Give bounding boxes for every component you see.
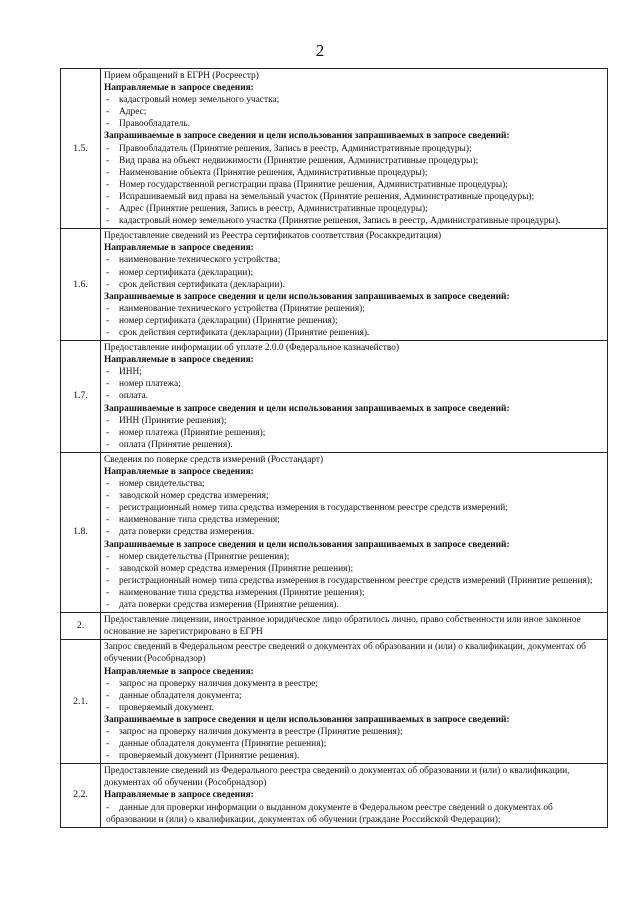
list-item — [104, 203, 605, 215]
list-item-text: Испрашиваемый вид права на земельный участок (Принятие решения, Административные процедуры); — [119, 191, 535, 202]
bullet-dash: - — [106, 726, 110, 737]
page-number: 2 — [315, 41, 325, 60]
bullet-dash: - — [106, 678, 110, 689]
list-item-text: наименование технического устройства; — [119, 255, 281, 266]
bullet-dash: - — [106, 575, 110, 586]
section-heading: Запрашиваемые в запросе сведения и цели использования запрашиваемых в запросе сведений: — [104, 539, 510, 550]
bullet-dash: - — [106, 155, 110, 166]
section-heading: Направляемые в запросе сведения: — [104, 467, 254, 477]
bullet-dash: - — [106, 739, 110, 750]
bullet-dash: - — [106, 119, 110, 130]
service-title: Предоставление лицензии, иностранное юридическое лицо обратилось лично, право собственности или иное законное основание не зарегистрировано в ЕГРН — [104, 615, 581, 638]
row-content — [101, 229, 608, 341]
list-item — [104, 738, 605, 750]
bullet-dash: - — [106, 107, 110, 118]
row-content — [101, 341, 608, 453]
bullet-dash: - — [106, 379, 110, 390]
service-title: Предоставление информации об уплате 2.0.0 (Федеральное казначейство) — [104, 343, 400, 354]
list-item-text: Номер государственной регистрации права (Принятие решения, Административные процедуры); — [119, 179, 508, 190]
list-item-text: номер свидетельства (Принятие решения); — [119, 551, 290, 562]
service-title: Предоставление сведений из Реестра сертификатов соответствия (Росаккредитация) — [104, 231, 442, 242]
list-item-text: Вид права на объект недвижимости (Принятие решения, Административные процедуры); — [119, 155, 479, 166]
list-item-text: номер платежа (Принятие решения); — [119, 427, 266, 438]
bullet-dash: - — [106, 191, 110, 202]
list-item-text: заводской номер средства измерения; — [119, 491, 269, 502]
row-number: 2.1. — [61, 640, 101, 764]
section-heading: Направляемые в запросе сведения: — [104, 790, 254, 801]
list-item — [104, 415, 605, 427]
row-number: 2.2. — [61, 764, 101, 827]
list-item-text: наименование типа средства измерения; — [119, 515, 280, 526]
list-item — [104, 267, 605, 279]
list-item — [104, 514, 605, 526]
bullet-dash: - — [106, 751, 110, 762]
list-item-text: кадастровый номер земельного участка; — [119, 95, 280, 106]
bullet-dash: - — [106, 427, 110, 438]
bullet-dash: - — [106, 143, 110, 154]
table-row — [61, 341, 608, 453]
list-item — [104, 427, 605, 439]
bullet-dash: - — [106, 802, 110, 813]
list-item — [104, 551, 605, 563]
bullet-dash: - — [106, 216, 110, 227]
bullet-dash: - — [106, 503, 110, 514]
list-item — [104, 118, 605, 130]
list-item — [104, 575, 605, 587]
list-item — [104, 279, 605, 291]
list-item — [104, 678, 605, 690]
list-item — [104, 478, 605, 490]
bullet-dash: - — [106, 515, 110, 526]
table-body — [61, 69, 608, 828]
bullet-dash: - — [106, 303, 110, 314]
list-item — [104, 750, 605, 762]
bullet-dash: - — [106, 527, 110, 538]
list-item — [104, 502, 605, 514]
bullet-dash: - — [106, 95, 110, 106]
section-heading: Запрашиваемые в запросе сведения и цели использования запрашиваемых в запросе сведений: — [104, 714, 510, 725]
bullet-dash: - — [106, 327, 110, 338]
list-item-text: Правообладатель (Принятие решения, Запись в реестр, Административные процедуры); — [119, 143, 472, 154]
list-item — [104, 690, 605, 702]
bullet-dash: - — [106, 255, 110, 266]
bullet-dash: - — [106, 267, 110, 278]
bullet-dash: - — [106, 439, 110, 450]
table-row — [61, 229, 608, 341]
bullet-dash: - — [106, 600, 110, 611]
list-item — [104, 490, 605, 502]
row-number: 1.6. — [61, 229, 101, 341]
table-row — [61, 613, 608, 640]
section-heading: Направляемые в запросе сведения: — [104, 355, 254, 366]
bullet-dash: - — [106, 479, 110, 490]
bullet-dash: - — [106, 690, 110, 701]
list-item — [104, 563, 605, 575]
list-item-text: проверяемый документ (Принятие решения). — [119, 751, 300, 762]
bullet-dash: - — [106, 491, 110, 502]
list-item — [104, 587, 605, 599]
bullet-dash: - — [106, 315, 110, 326]
list-item — [104, 315, 605, 327]
service-title: Запрос сведений в Федеральном реестре сведений о документах об образовании и (или) о квалификации, документах об обучении (Рособрнадзор) — [104, 642, 586, 665]
list-item — [104, 366, 605, 378]
row-number: 2. — [61, 613, 101, 640]
list-item — [104, 526, 605, 538]
list-item-text: номер сертификата (декларации) (Принятие решения); — [119, 315, 338, 326]
list-item-text: заводской номер средства измерения (Принятие решения); — [119, 563, 354, 574]
list-item-text: Наименование объекта (Принятие решения, Административные процедуры); — [119, 167, 428, 178]
list-item-text: данные для проверки информации о выданном документе в Федеральном реестре сведений о документах об образовании и (или) о квалификации, документах об обучении (граждане Российской Федерации); — [106, 802, 553, 825]
list-item — [104, 327, 605, 339]
table-row — [61, 640, 608, 764]
list-item-text: ИНН (Принятие решения); — [119, 415, 227, 426]
list-item-text: наименование технического устройства (Принятие решения); — [119, 303, 365, 314]
table-row — [61, 69, 608, 229]
section-heading: Направляемые в запросе сведения: — [104, 243, 254, 254]
list-item-text: данные обладателя документа (Принятие решения); — [119, 739, 327, 750]
list-item-text: срок действия сертификата (декларации) (Принятие решения). — [119, 327, 370, 338]
list-item-text: регистрационный номер типа средства измерения в государственном реестре средств измерений (Принятие решения); — [119, 575, 593, 586]
list-item-text: Адрес (Принятие решения, Запись в реестр, Административные процедуры); — [119, 204, 428, 215]
row-content — [101, 640, 608, 764]
row-number: 1.8. — [61, 452, 101, 612]
bullet-dash: - — [106, 415, 110, 426]
list-item — [104, 179, 605, 191]
table-row — [61, 764, 608, 827]
row-content — [101, 764, 608, 827]
list-item-text: срок действия сертификата (декларации). — [119, 279, 285, 290]
bullet-dash: - — [106, 204, 110, 215]
service-title: Сведения по поверке средств измерений (Росстандарт) — [104, 454, 324, 465]
list-item — [104, 143, 605, 155]
list-item-text: номер сертификата (декларации); — [119, 267, 253, 278]
bullet-dash: - — [106, 587, 110, 598]
section-heading: Запрашиваемые в запросе сведения и цели использования запрашиваемых в запросе сведений: — [104, 131, 510, 142]
list-item — [104, 390, 605, 402]
bullet-dash: - — [106, 702, 110, 713]
list-item — [104, 303, 605, 315]
service-title: Предоставление сведений из Федерального реестра сведений о документах об образовании и (или) о квалификации, документах об обучении (Рособрнадзор) — [104, 766, 570, 789]
list-item-text: номер свидетельства; — [119, 479, 205, 490]
list-item — [104, 155, 605, 167]
list-item-text: запрос на проверку наличия документа в реестре (Принятие решения); — [119, 726, 403, 737]
table-row — [61, 452, 608, 612]
service-title: Прием обращений в ЕГРН (Росреестр) — [104, 71, 259, 81]
list-item-text: Адрес; — [119, 107, 147, 118]
bullet-dash: - — [106, 167, 110, 178]
bullet-dash: - — [106, 551, 110, 562]
bullet-dash: - — [106, 391, 110, 402]
section-heading: Запрашиваемые в запросе сведения и цели использования запрашиваемых в запросе сведений: — [104, 403, 510, 414]
list-item-text: оплата (Принятие решения). — [119, 439, 233, 450]
list-item — [104, 726, 605, 738]
services-table — [60, 68, 608, 828]
bullet-dash: - — [106, 563, 110, 574]
list-item-text: наименование типа средства измерения (Принятие решения); — [119, 587, 365, 598]
list-item-text: регистрационный номер типа средства измерения в государственном реестре средств измерений; — [119, 503, 508, 514]
list-item — [104, 439, 605, 451]
list-item — [104, 106, 605, 118]
list-item — [104, 802, 605, 826]
list-item-text: ИНН; — [119, 367, 142, 378]
list-item-text: проверяемый документ. — [119, 702, 214, 713]
bullet-dash: - — [106, 279, 110, 290]
row-content — [101, 613, 608, 640]
list-item-text: запрос на проверку наличия документа в реестре; — [119, 678, 318, 689]
section-heading: Запрашиваемые в запросе сведения и цели использования запрашиваемых в запросе сведений: — [104, 291, 510, 302]
list-item-text: кадастровый номер земельного участка (Принятие решения, Запись в реестр, Административные процедуры). — [119, 216, 561, 227]
row-content — [101, 69, 608, 229]
list-item — [104, 378, 605, 390]
list-item-text: данные обладателя документа; — [119, 690, 242, 701]
row-content — [101, 452, 608, 612]
list-item — [104, 254, 605, 266]
list-item-text: оплата. — [119, 391, 149, 402]
row-number: 1.5. — [61, 69, 101, 229]
list-item-text: дата поверки средства измерения. — [119, 527, 255, 538]
bullet-dash: - — [106, 367, 110, 378]
list-item — [104, 94, 605, 106]
list-item — [104, 191, 605, 203]
bullet-dash: - — [106, 179, 110, 190]
section-heading: Направляемые в запросе сведения: — [104, 666, 254, 677]
list-item-text: номер платежа; — [119, 379, 181, 390]
list-item-text: дата поверки средства измерения (Принятие решения). — [119, 600, 339, 611]
list-item — [104, 599, 605, 611]
list-item-text: Правообладатель. — [119, 119, 190, 130]
row-number: 1.7. — [61, 341, 101, 453]
list-item — [104, 167, 605, 179]
list-item — [104, 215, 605, 227]
list-item — [104, 702, 605, 714]
section-heading: Направляемые в запросе сведения: — [104, 83, 254, 94]
